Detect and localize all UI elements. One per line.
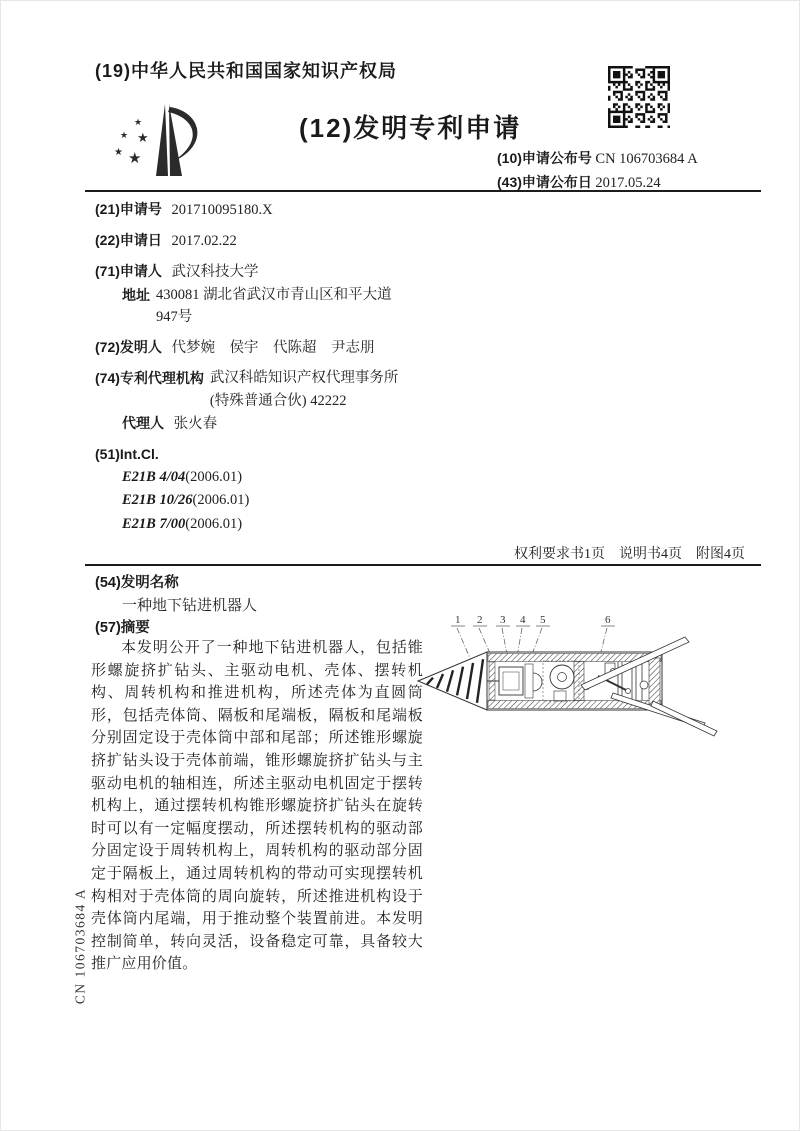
figure-label-1: 1 — [455, 614, 461, 626]
address-label: 地址 — [122, 286, 150, 303]
svg-text:★: ★ — [128, 149, 142, 167]
intcl-entry — [95, 489, 520, 513]
intcl-code: E21B 7/00 — [122, 515, 186, 532]
side-publication-code: CN 106703684 A — [72, 887, 88, 1005]
svg-text:★: ★ — [134, 118, 143, 128]
figure-label-6: 6 — [605, 614, 611, 626]
pub-date-value: 2017.05.24 — [595, 175, 661, 191]
agent-value: 张火春 — [173, 416, 218, 432]
abstract-label: (57)摘要 — [95, 620, 150, 636]
cnipa-logo-icon — [110, 98, 228, 186]
agency-value: 武汉科皓知识产权代理事务所(特殊普通合伙) 42222 — [209, 370, 399, 409]
intcl-entry — [95, 466, 520, 490]
agent-label: 代理人 — [122, 415, 164, 431]
intcl-code: E21B 10/26 — [122, 492, 193, 508]
drill-head — [418, 652, 487, 710]
applicant-row — [95, 260, 520, 329]
pub-date-label: (43)申请公布日 — [497, 174, 592, 190]
svg-text:★: ★ — [120, 131, 129, 141]
publication-number-row — [497, 147, 762, 171]
document-type-title: (12)发明专利申请 — [299, 113, 522, 143]
qr-code-svg — [608, 66, 670, 128]
patent-office-name: (19)中华人民共和国国家知识产权局 — [95, 61, 398, 81]
intcl-section — [95, 443, 520, 536]
pub-no-label: (10)申请公布号 — [497, 150, 592, 166]
application-number-row — [95, 198, 520, 222]
intcl-entry — [95, 513, 520, 537]
agency-row — [95, 367, 520, 436]
qr-code — [608, 66, 670, 128]
agency-label: (74)专利代理机构 — [95, 370, 204, 386]
inventors-label: (72)发明人 — [95, 339, 162, 355]
inventors-row — [95, 336, 520, 360]
publication-block — [497, 147, 762, 195]
svg-text:★: ★ — [114, 147, 123, 158]
applicant-value: 武汉科技大学 — [171, 264, 259, 280]
pub-no-value: CN 106703684 A — [595, 151, 698, 167]
application-date-row — [95, 229, 520, 253]
address-row — [95, 284, 520, 329]
figure-label-3: 3 — [500, 614, 506, 626]
app-date-label: (22)申请日 — [95, 232, 162, 248]
abstract-text: 本发明公开了一种地下钻进机器人，包括锥形螺旋挤扩钻头、主驱动电机、壳体、摆转机构、周转机构和推进机构，所述壳体为直圆筒形，包括壳体筒、隔板和尾端板，隔板和尾端板分别固定设于壳体筒中部和尾部；所述锥形螺旋挤扩钻头设于壳体前端，锥形螺旋挤扩钻头与主驱动电机的轴相连，所述主驱动电机固定于摆转机构上，通过摆转机构锥形螺旋挤扩钻头在旋转时可以有一定幅度摆动，所述摆转机构的驱动部分固定设于周转机构上，周转机构的驱动部分固定于隔板上，通过周转机构的带动可实现摆转机构相对于壳体筒的周向旋转，所述推进机构设于壳体筒内尾端，用于推动整个装置前进。本发明控制简单，转向灵活，设备稳定可靠，具备较大推广应用价值。 — [91, 640, 423, 973]
divider-top — [85, 190, 761, 192]
app-date-value: 2017.02.22 — [171, 233, 237, 249]
intcl-code: E21B 4/04 — [122, 468, 186, 485]
app-no-label: (21)申请号 — [95, 201, 162, 217]
figure-label-5: 5 — [540, 614, 546, 626]
figure-label-4: 4 — [520, 614, 526, 626]
divider-middle — [85, 564, 761, 566]
svg-text:★: ★ — [137, 131, 149, 146]
intcl-version: (2006.01) — [192, 492, 250, 508]
invention-title-label: (54)发明名称 — [95, 575, 179, 591]
app-no-value: 201710095180.X — [171, 202, 273, 218]
inventors-value: 代梦婉 侯宇 代陈超 尹志朋 — [171, 340, 375, 356]
patent-drawing — [413, 601, 747, 753]
agent-row — [95, 412, 520, 436]
figure-label-2: 2 — [477, 614, 483, 626]
invention-title: 一种地下钻进机器人 — [122, 598, 258, 614]
intcl-version: (2006.01) — [185, 515, 243, 532]
pages-summary: 权利要求书1页 说明书4页 附图4页 — [514, 547, 745, 562]
intcl-version: (2006.01) — [185, 468, 243, 485]
applicant-label: (71)申请人 — [95, 263, 162, 279]
address-value: 430081 湖北省武汉市青山区和平大道947号 — [156, 286, 392, 325]
intcl-label: (51)Int.Cl. — [95, 446, 159, 462]
bibliographic-data — [95, 198, 520, 544]
